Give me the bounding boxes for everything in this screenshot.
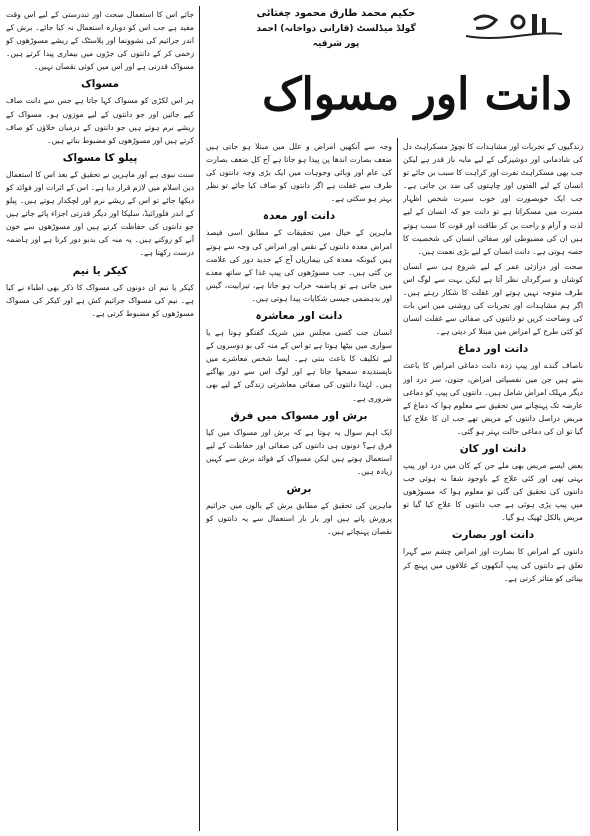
paragraph-teeth-brain: ناصاف گندے اور پیپ زدہ دانت دماغی امراض کا باعث بنتے ہیں جن میں نفسیاتی امراض، جنون، سر درد اور دیگر مہلک امراض شامل ہیں۔ دانتوں کی پیپ کو دماغی عارضہ تک پہنچانے میں تحقیق سے معلوم ہوا کہ دماغ کے مریض دراصل دانتوں کے مریض تھے جب ان کا علاج کیا گیا تو ان کی دماغی حالت بہتر ہو گئی۔ bbox=[403, 361, 583, 436]
column-divider-right bbox=[397, 138, 398, 831]
paragraph-teeth-ear: بعض ایسے مریض بھی ملے جن کے کان میں درد اور پیپ بہتی تھی اور کئی علاج کے باوجود شفا نہ ہوئی جب دانتوں کی تحقیق کی گئی تو معلوم ہوا کہ مسوڑھوں میں پیپ پڑی ہوئی ہے جب دانتوں کا علاج کیا گیا تو مریض بالکل ٹھیک ہو گیا۔ bbox=[403, 460, 583, 523]
heading-teeth-ear: دانت اور کان bbox=[459, 442, 527, 455]
paragraph-health: صحت اور درازئی عمر کے لیے شروع ہی سے انسان کوشاں و سرگرداں نظر آتا ہے لیکن بہت سے لوگ اس طرف متوجہ نہیں ہوتے اور غفلت کا شکار رہتے ہیں۔ اگر ہم مشاہدات اور تجربات کی روشنی میں اس بات کی وضاحت کریں تو دانتوں کی صفائی سے غفلت انسان کو کئی طرح کے امراض میں مبتلا کر دیتی ہے۔ bbox=[403, 261, 583, 337]
paragraph-intro: زندگیوں کے تجربات اور مشاہدات کا نچوڑ مسکراہٹ دل کی شادمانی اور دوشیزگی کے لیے مایہ ناز قدر ہے لیکن جب بھی مسکراہٹ نفرت اور کراہت کا سبب بن جائے تو انسان کے لیے الفتوں اور چاہتوں کی ضد بن جاتی ہے۔ جب ایک خوبصورت اور خوب سیرت شخص اظہار مسرت میں مسکراتا ہے تو دانت جو کہ انسان کے لیے لذت و آرام و راحت بن کر طاقت اور قوت کا سبب ہوتے ہیں ان کی مضبوطی اور صفائی انسان کی شخصیت کا حصہ ہوتی ہے۔ دانت انسان کے لیے بڑی نعمت ہیں۔ bbox=[403, 142, 583, 256]
paragraph-kikar-neem: کیکر یا نیم ان دونوں کی مسواک کا ذکر بھی اطباء نے کیا ہے۔ نیم کی مسواک جراثیم کش ہے اور کیکر کی مسواک مسوڑھوں کو مضبوط کرتی ہے۔ bbox=[6, 282, 194, 318]
paragraph-intro: وجہ سے آنکھیں امراض و علل میں مبتلا ہو جاتی ہیں ضعف بصارت اندھا پن پیدا ہو جاتا ہے آج کل ضعف بصارت کی عام اور وبائی وجوہات میں ایک بڑی وجہ دانتوں کی طرف سے غفلت ہے اگر دانتوں کو صاف کیا جائے تو نظر بہتر ہو سکتی ہے۔ bbox=[206, 142, 392, 204]
author-byline bbox=[254, 6, 418, 52]
heading-teeth-society: دانت اور معاشرہ bbox=[255, 310, 343, 323]
article-title: دانت اور مسواک bbox=[262, 69, 572, 120]
heading-brush: برش bbox=[286, 482, 312, 495]
heading-miswak: مسواک bbox=[80, 78, 120, 91]
section-label bbox=[458, 6, 568, 44]
paragraph-teeth-society: انسان جب کسی مجلس میں شریک گفتگو ہوتا ہے یا سواری میں بیٹھا ہوتا ہے تو اس کے منہ کی بو دوسروں کے لیے تکلیف کا باعث بنتی ہے۔ ایسا شخص معاشرے میں ناپسندیدہ سمجھا جاتا ہے اور لوگ اس سے دور بھاگتے ہیں۔ لہٰذا دانتوں کی صفائی معاشرتی زندگی کے لیے بھی ضروری ہے۔ bbox=[206, 328, 392, 403]
heading-teeth-brain: دانت اور دماغ bbox=[457, 343, 529, 356]
heading-brush-vs-miswak: برش اور مسواک میں فرق bbox=[230, 409, 368, 422]
column-right bbox=[403, 140, 583, 832]
paragraph-brush-vs-miswak: ایک اہم سوال یہ ہوتا ہے کہ برش اور مسواک میں کیا فرق ہے؟ دونوں ہی دانتوں کی صفائی اور حفاظت کے لیے استعمال ہوتے ہیں لیکن مسواک کے فوائد برش سے کہیں زیادہ ہیں۔ bbox=[206, 427, 392, 476]
paragraph-miswak: ہر اس لکڑی کو مسواک کہا جاتا ہے جس سے دانت صاف کیے جائیں اور جو دانتوں کے لیے موزوں ہو۔ مسواک کے ریشے نرم ہوتے ہیں جو دانتوں کے درمیان خلاؤں کو صاف کرتے ہیں اور مسوڑھوں کو مضبوط بناتے ہیں۔ bbox=[6, 96, 194, 145]
paragraph-brush: ماہرین کی تحقیق کے مطابق برش کے بالوں میں جراثیم پرورش پاتے ہیں اور بار بار استعمال سے یہ دانتوں کو نقصان پہنچاتے ہیں۔ bbox=[206, 500, 392, 537]
column-left bbox=[6, 8, 194, 832]
paragraph-intro: جائے اس کا استعمال صحت اور تندرستی کے لیے اس وقت مفید ہے جب اس کو دوبارہ استعمال نہ کیا جائے۔ برش کے اندر جراثیم کی نشوونما اور پلاسٹک کے ریشے مسوڑھوں کو زخمی کر کے دانتوں کی جڑوں میں بیماری پیدا کرتے ہیں۔ مسواک قدرتی ہے اور اس میں کوئی نقصان نہیں۔ bbox=[6, 10, 194, 72]
author-credentials: گولڈ میڈلسٹ (قارانی دواخانہ) احمد پور شرقیہ bbox=[256, 24, 416, 49]
heading-pilu-miswak: پیلو کا مسواک bbox=[62, 151, 138, 164]
column-middle bbox=[206, 140, 392, 832]
heading-teeth-stomach: دانت اور معدہ bbox=[262, 210, 336, 223]
column-divider-left bbox=[199, 6, 200, 831]
heading-kikar-neem: کیکر یا نیم bbox=[72, 264, 128, 277]
paragraph-teeth-eyesight: دانتوں کے امراض کا بصارت اور امراض چشم سے گہرا تعلق ہے دانتوں کی پیپ آنکھوں کے غلافوں میں پہنچ کر بینائی کو متاثر کرتی ہے۔ bbox=[403, 547, 583, 583]
paragraph-pilu-miswak: سنت نبوی ہے اور ماہرین نے تحقیق کے بعد اس کا استعمال دین اسلام میں لازم قرار دیا ہے۔ اس کے اثرات اور فوائد کو دیکھا جائے تو اس کے ریشے نرم اور لچکدار ہوتے ہیں۔ پیلو کے اندر فلورائیڈ، سلیکا اور دیگر قدرتی اجزاء پائے جاتے ہیں جو دانتوں کی حفاظت کرتے ہیں اور مسوڑھوں سے خون آنے کو روکتے ہیں۔ یہ منہ کی بدبو دور کرتا ہے اور ہاضمہ درست رکھتا ہے۔ bbox=[6, 169, 194, 258]
heading-teeth-eyesight: دانت اور بصارت bbox=[451, 529, 535, 542]
paragraph-teeth-stomach: ماہرین کے خیال میں تحقیقات کے مطابق اسی فیصد امراض معدہ دانتوں کے نقص اور امراض کی وجہ سے ہوتے ہیں کیونکہ معدہ کی بیماریاں آج کے جدید دور کی علامت بن گئی ہیں۔ جب مسوڑھوں کی پیپ غذا کے ساتھ معدے میں جاتی ہے تو ہاضمہ خراب ہو جاتا ہے، تیزابیت، گیس اور بدہضمی جیسی شکایات پیدا ہوتی ہیں۔ bbox=[206, 228, 392, 303]
section-label-art bbox=[458, 6, 568, 44]
author-name: حکیم محمد طارق محمود چغتائی bbox=[256, 8, 416, 19]
